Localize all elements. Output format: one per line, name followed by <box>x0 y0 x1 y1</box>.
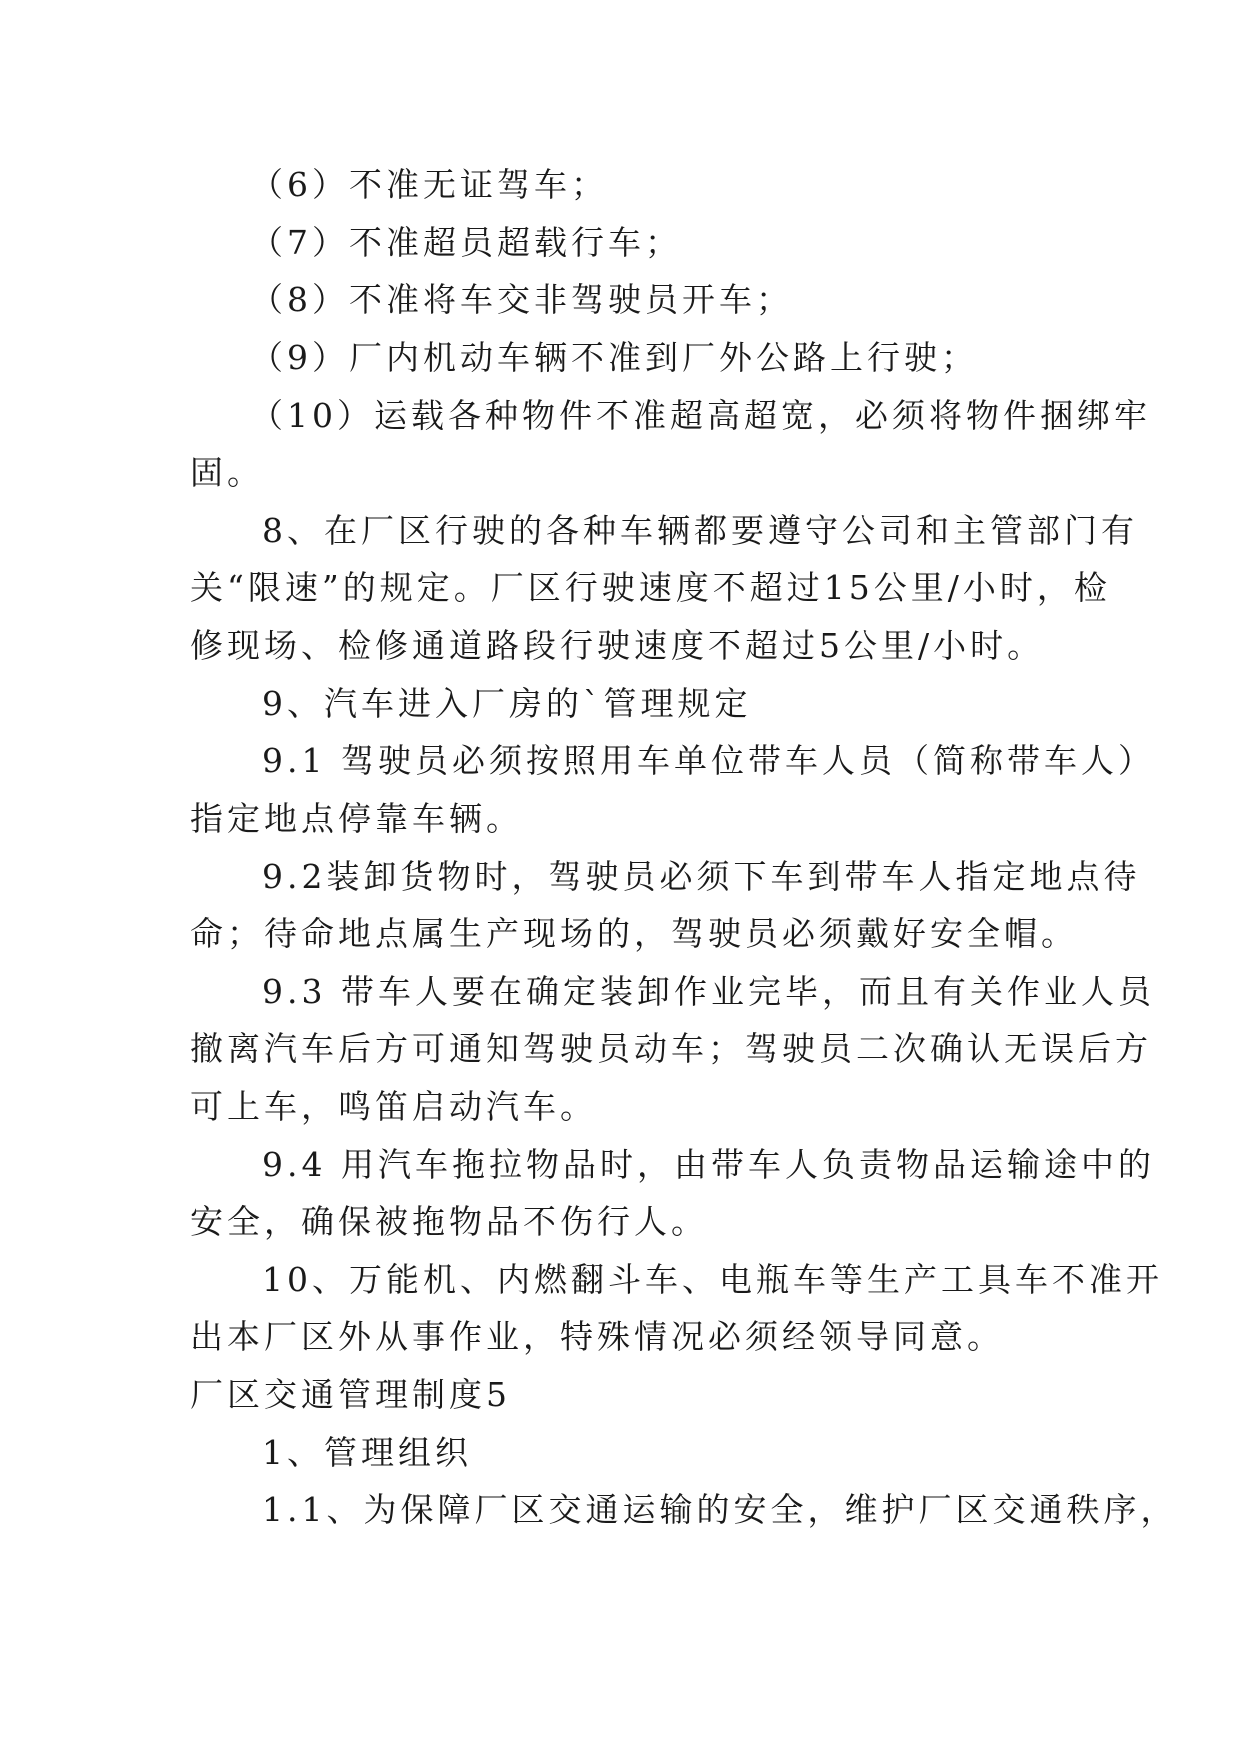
text-line: 9.1 驾驶员必须按照用车单位带车人员（简称带车人） <box>262 741 1155 780</box>
text-line: 指定地点停靠车辆。 <box>190 799 523 838</box>
text-line: 出本厂区外从事作业，特殊情况必须经领导同意。 <box>190 1317 1004 1356</box>
text-line: 固。 <box>190 453 264 492</box>
section-heading: 厂区交通管理制度5 <box>190 1375 511 1414</box>
text-line: 命；待命地点属生产现场的，驾驶员必须戴好安全帽。 <box>190 914 1078 953</box>
text-line: 9.2装卸货物时，驾驶员必须下车到带车人指定地点待 <box>262 857 1141 896</box>
text-line: 8、在厂区行驶的各种车辆都要遵守公司和主管部门有 <box>262 511 1138 550</box>
text-line: 9.3 带车人要在确定装卸作业完毕，而且有关作业人员 <box>262 972 1155 1011</box>
text-line: （7）不准超员超载行车； <box>250 223 682 262</box>
text-line: 9.4 用汽车拖拉物品时，由带车人负责物品运输途中的 <box>262 1145 1155 1184</box>
text-line: （6）不准无证驾车； <box>250 165 608 204</box>
text-line: 1、管理组织 <box>262 1433 472 1472</box>
text-line: 修现场、检修通道路段行驶速度不超过5公里/小时。 <box>190 626 1045 665</box>
text-line: （10）运载各种物件不准超高超宽，必须将物件捆绑牢 <box>250 396 1151 435</box>
text-line: 10、万能机、内燃翻斗车、电瓶车等生产工具车不准开 <box>262 1260 1163 1299</box>
text-line: 可上车，鸣笛启动汽车。 <box>190 1087 597 1126</box>
text-line: 9、汽车进入厂房的`管理规定 <box>262 684 752 723</box>
text-line: （9）厂内机动车辆不准到厂外公路上行驶； <box>250 338 978 377</box>
text-line: 撤离汽车后方可通知驾驶员动车；驾驶员二次确认无误后方 <box>190 1029 1152 1068</box>
text-line: 关“限速”的规定。厂区行驶速度不超过15公里/小时，检 <box>190 568 1111 607</box>
text-line: 1.1、为保障厂区交通运输的安全，维护厂区交通秩序， <box>262 1490 1178 1529</box>
text-line: （8）不准将车交非驾驶员开车； <box>250 280 793 319</box>
text-line: 安全，确保被拖物品不伤行人。 <box>190 1202 708 1241</box>
